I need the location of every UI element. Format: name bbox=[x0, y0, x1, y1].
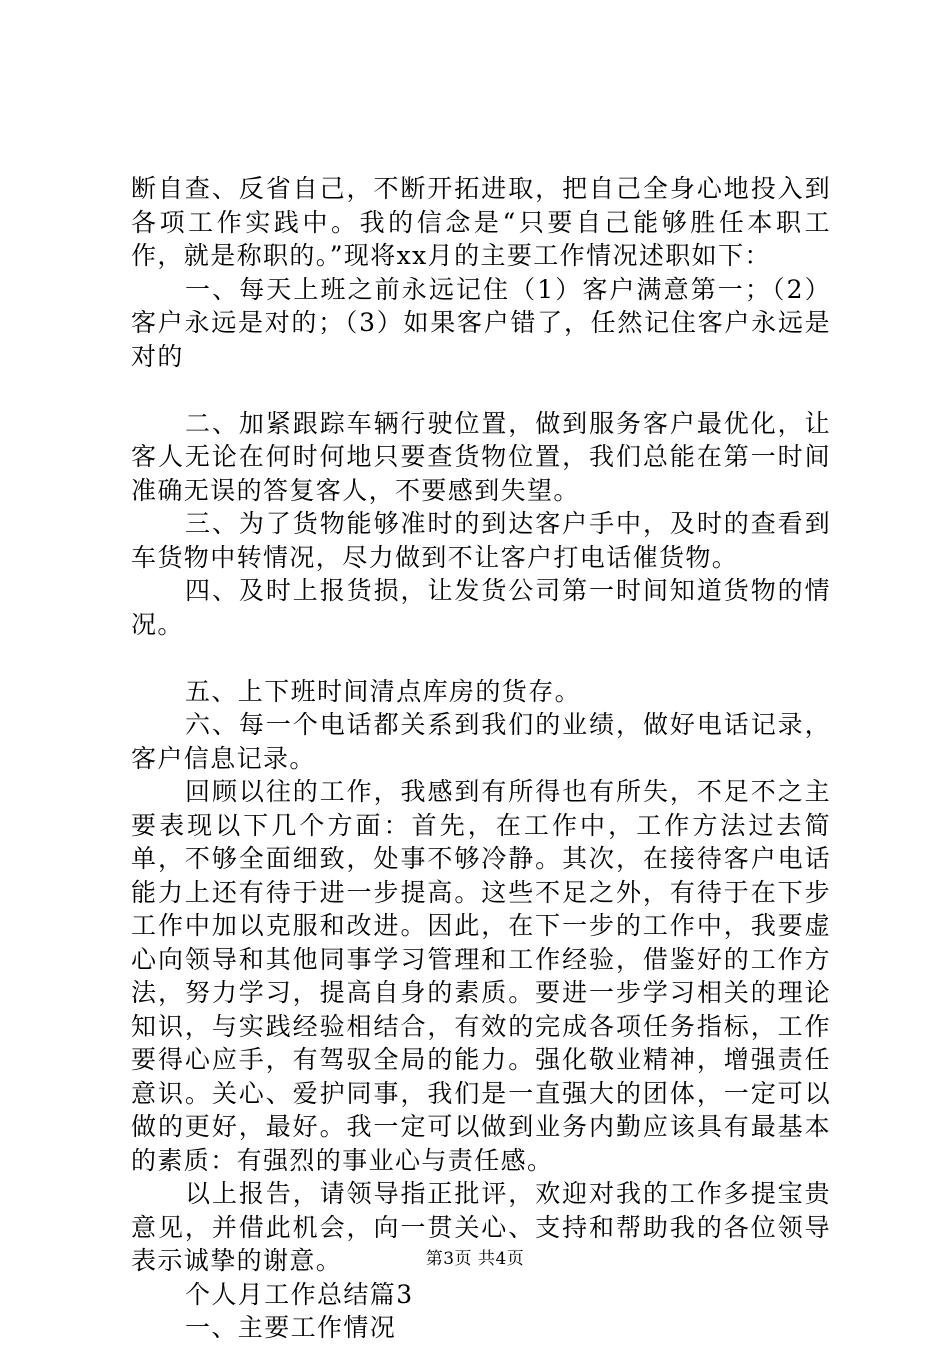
page-footer: 第3页 共4页 bbox=[425, 1249, 525, 1269]
blank-line bbox=[131, 641, 831, 675]
paragraph-review: 回顾以往的工作，我感到有所得也有所失，不足不之主要表现以下几个方面：首先，在工作中，工作方法过去简单，不够全面细致，处事不够冷静。其次，在接待客户电话能力上还有待于进一步提高。这些不足之外，有待于在下步工作中加以克服和改进。因此，在下一步的工作中，我要虚心向领导和其他同事学习管理和工作经验，借鉴好的工作方法，努力学习，提高自身的素质。要进一步学习相关的理论知识，与实践经验相结合，有效的完成各项任务指标，工作要得心应手，有驾驭全局的能力。强化敬业精神，增强责任意识。关心、爱护同事，我们是一直强大的团体，一定可以做的更好，最好。我一定可以做到业务内勤应该具有最基本的素质：有强烈的事业心与责任感。 bbox=[131, 777, 831, 1175]
blank-line bbox=[131, 373, 831, 407]
section-heading: 个人月工作总结篇3 bbox=[185, 1279, 414, 1309]
paragraph-item-4: 四、及时上报货损，让发货公司第一时间知道货物的情况。 bbox=[131, 576, 831, 639]
subsection-heading: 一、主要工作情况 bbox=[185, 1313, 397, 1342]
paragraph-item-3: 三、为了货物能够准时的到达客户手中，及时的查看到车货物中转情况，尽力做到不让客户打电话催货物。 bbox=[131, 509, 831, 572]
paragraph-closing: 以上报告，请领导指正批评，欢迎对我的工作多提宝贵意见，并借此机会，向一贯关心、支持和帮助我的各位领导表示诚挚的谢意。 bbox=[131, 1179, 831, 1275]
paragraph-continuation: 断自查、反省自己，不断开拓进取，把自己全身心地投入到各项工作实践中。我的信念是“只要自己能够胜任本职工作，就是称职的。”现将xx月的主要工作情况述职如下： bbox=[131, 174, 831, 270]
paragraph-item-6: 六、每一个电话都关系到我们的业绩，做好电话记录，客户信息记录。 bbox=[131, 710, 831, 773]
paragraph-item-2: 二、加紧跟踪车辆行驶位置，做到服务客户最优化，让客人无论在何时何地只要查货物位置，我们总能在第一时间准确无误的答复客人，不要感到失望。 bbox=[131, 408, 831, 505]
paragraph-item-5: 五、上下班时间清点库房的货存。 bbox=[185, 676, 582, 706]
document-body bbox=[131, 172, 831, 1345]
paragraph-item-1: 一、每天上班之前永远记住（1）客户满意第一；（2）客户永远是对的；（3）如果客户错了，任然记住客户永远是对的 bbox=[131, 274, 831, 371]
